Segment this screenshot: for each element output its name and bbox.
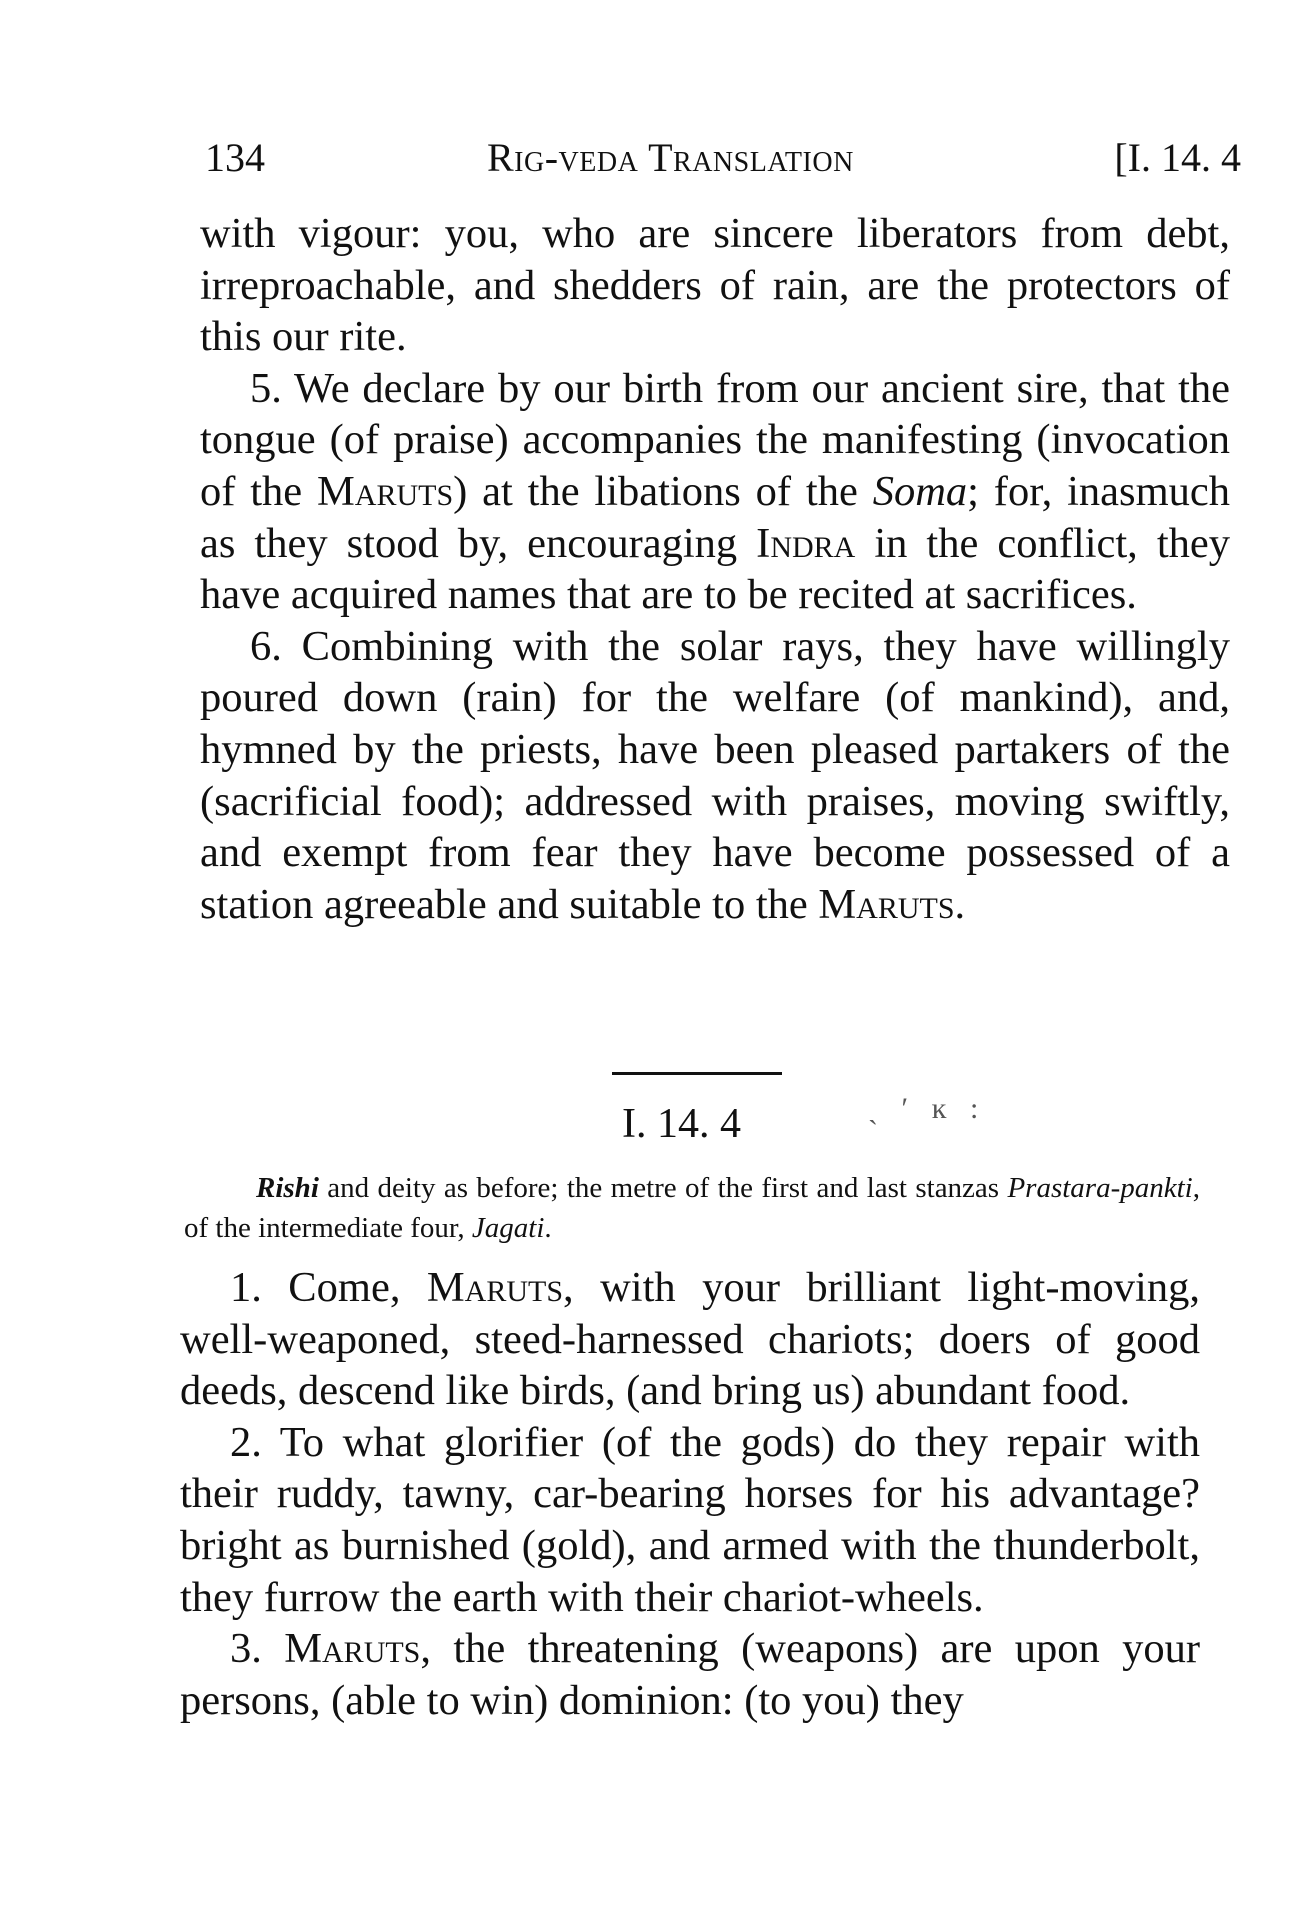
verse-1	[180, 1262, 1200, 1417]
verse-6-text-a: 6. Combining with the solar rays, they have willingly poured down (rain) for the welfare (of mankind), and, hymned by the priests, have been pleased partakers of the (sacrificial food); addressed with praises, moving swiftly, and exempt from fear they have become possessed of a station agreeable and suitable to the	[200, 622, 1230, 928]
continuation-paragraph	[200, 208, 1230, 363]
headnote-prastara: Prastara-pankti	[1007, 1172, 1193, 1204]
verse-2	[180, 1417, 1200, 1623]
verse-1-text-b: , with your brilliant light-moving, well-weaponed, steed-harnessed chariots; doers of good deeds, descend like birds, (and bring us) abundant food.	[180, 1264, 1200, 1415]
verse-3	[180, 1623, 1200, 1726]
hymn-reference: [I. 14. 4	[1114, 135, 1241, 180]
verse-5-soma: Soma	[872, 467, 968, 515]
verse-6-maruts: Maruts	[818, 880, 955, 928]
top-text-block	[200, 208, 1230, 930]
headnote-jagati: Jagati	[471, 1212, 545, 1244]
verse-2-text: 2. To what glorifier (of the gods) do they repair with their ruddy, tawny, car-bearing horses for his advantage? bright as burnished (gold), and armed with the thunderbolt, they furrow the earth with their chariot-wheels.	[180, 1418, 1200, 1621]
headnote-text-a: and deity as before; the metre of the first and last stanzas	[318, 1172, 1008, 1204]
verse-3-maruts: 3. Maruts	[230, 1625, 421, 1673]
verse-5-text-b: ) at the libations of the	[453, 467, 873, 515]
verse-5-text-d: in the conflict, they have acquired names that are to be recited at sacrifices.	[200, 519, 1230, 619]
headnote-text-b: , of the intermediate four,	[184, 1172, 1200, 1244]
verse-5-text-a: 5. We declare by our birth from our ancient sire, that the tongue (of praise) accompanies the manifesting (invocation of the	[200, 364, 1230, 515]
running-head	[205, 134, 1241, 182]
verse-5-maruts: Maruts	[317, 467, 454, 515]
verse-5-indra: Indra	[756, 519, 856, 567]
verse-5	[200, 363, 1230, 621]
headnote-rishi: Rishi	[256, 1172, 319, 1204]
headnote-text-c: .	[544, 1212, 552, 1244]
running-title: Rig-veda Translation	[487, 135, 854, 180]
section-headnote	[184, 1168, 1200, 1248]
verse-5-text-c: ; for, inasmuch as they stood by, encouraging	[200, 467, 1230, 567]
page-number: 134	[205, 135, 265, 180]
section-heading	[0, 1098, 1291, 1150]
verse-6	[200, 621, 1230, 931]
verse-6-text-b: .	[954, 880, 966, 928]
continuation-text: with vigour: you, who are sincere liberators from debt, irreproachable, and shedders of rain, are the protectors of this our rite.	[200, 210, 1230, 361]
verse-1-maruts: Maruts	[426, 1264, 564, 1311]
verse-3-text: , the threatening (weapons) are upon your persons, (able to win) dominion: (to you) they	[180, 1625, 1201, 1724]
section-heading-text: I. 14. 4	[622, 1101, 741, 1147]
verse-1-text-a: 1. Come,	[230, 1264, 427, 1311]
section-divider	[612, 1072, 782, 1075]
marginal-mark: ˎ ′ ĸ :	[868, 1092, 987, 1125]
bottom-text-block	[180, 1262, 1200, 1726]
